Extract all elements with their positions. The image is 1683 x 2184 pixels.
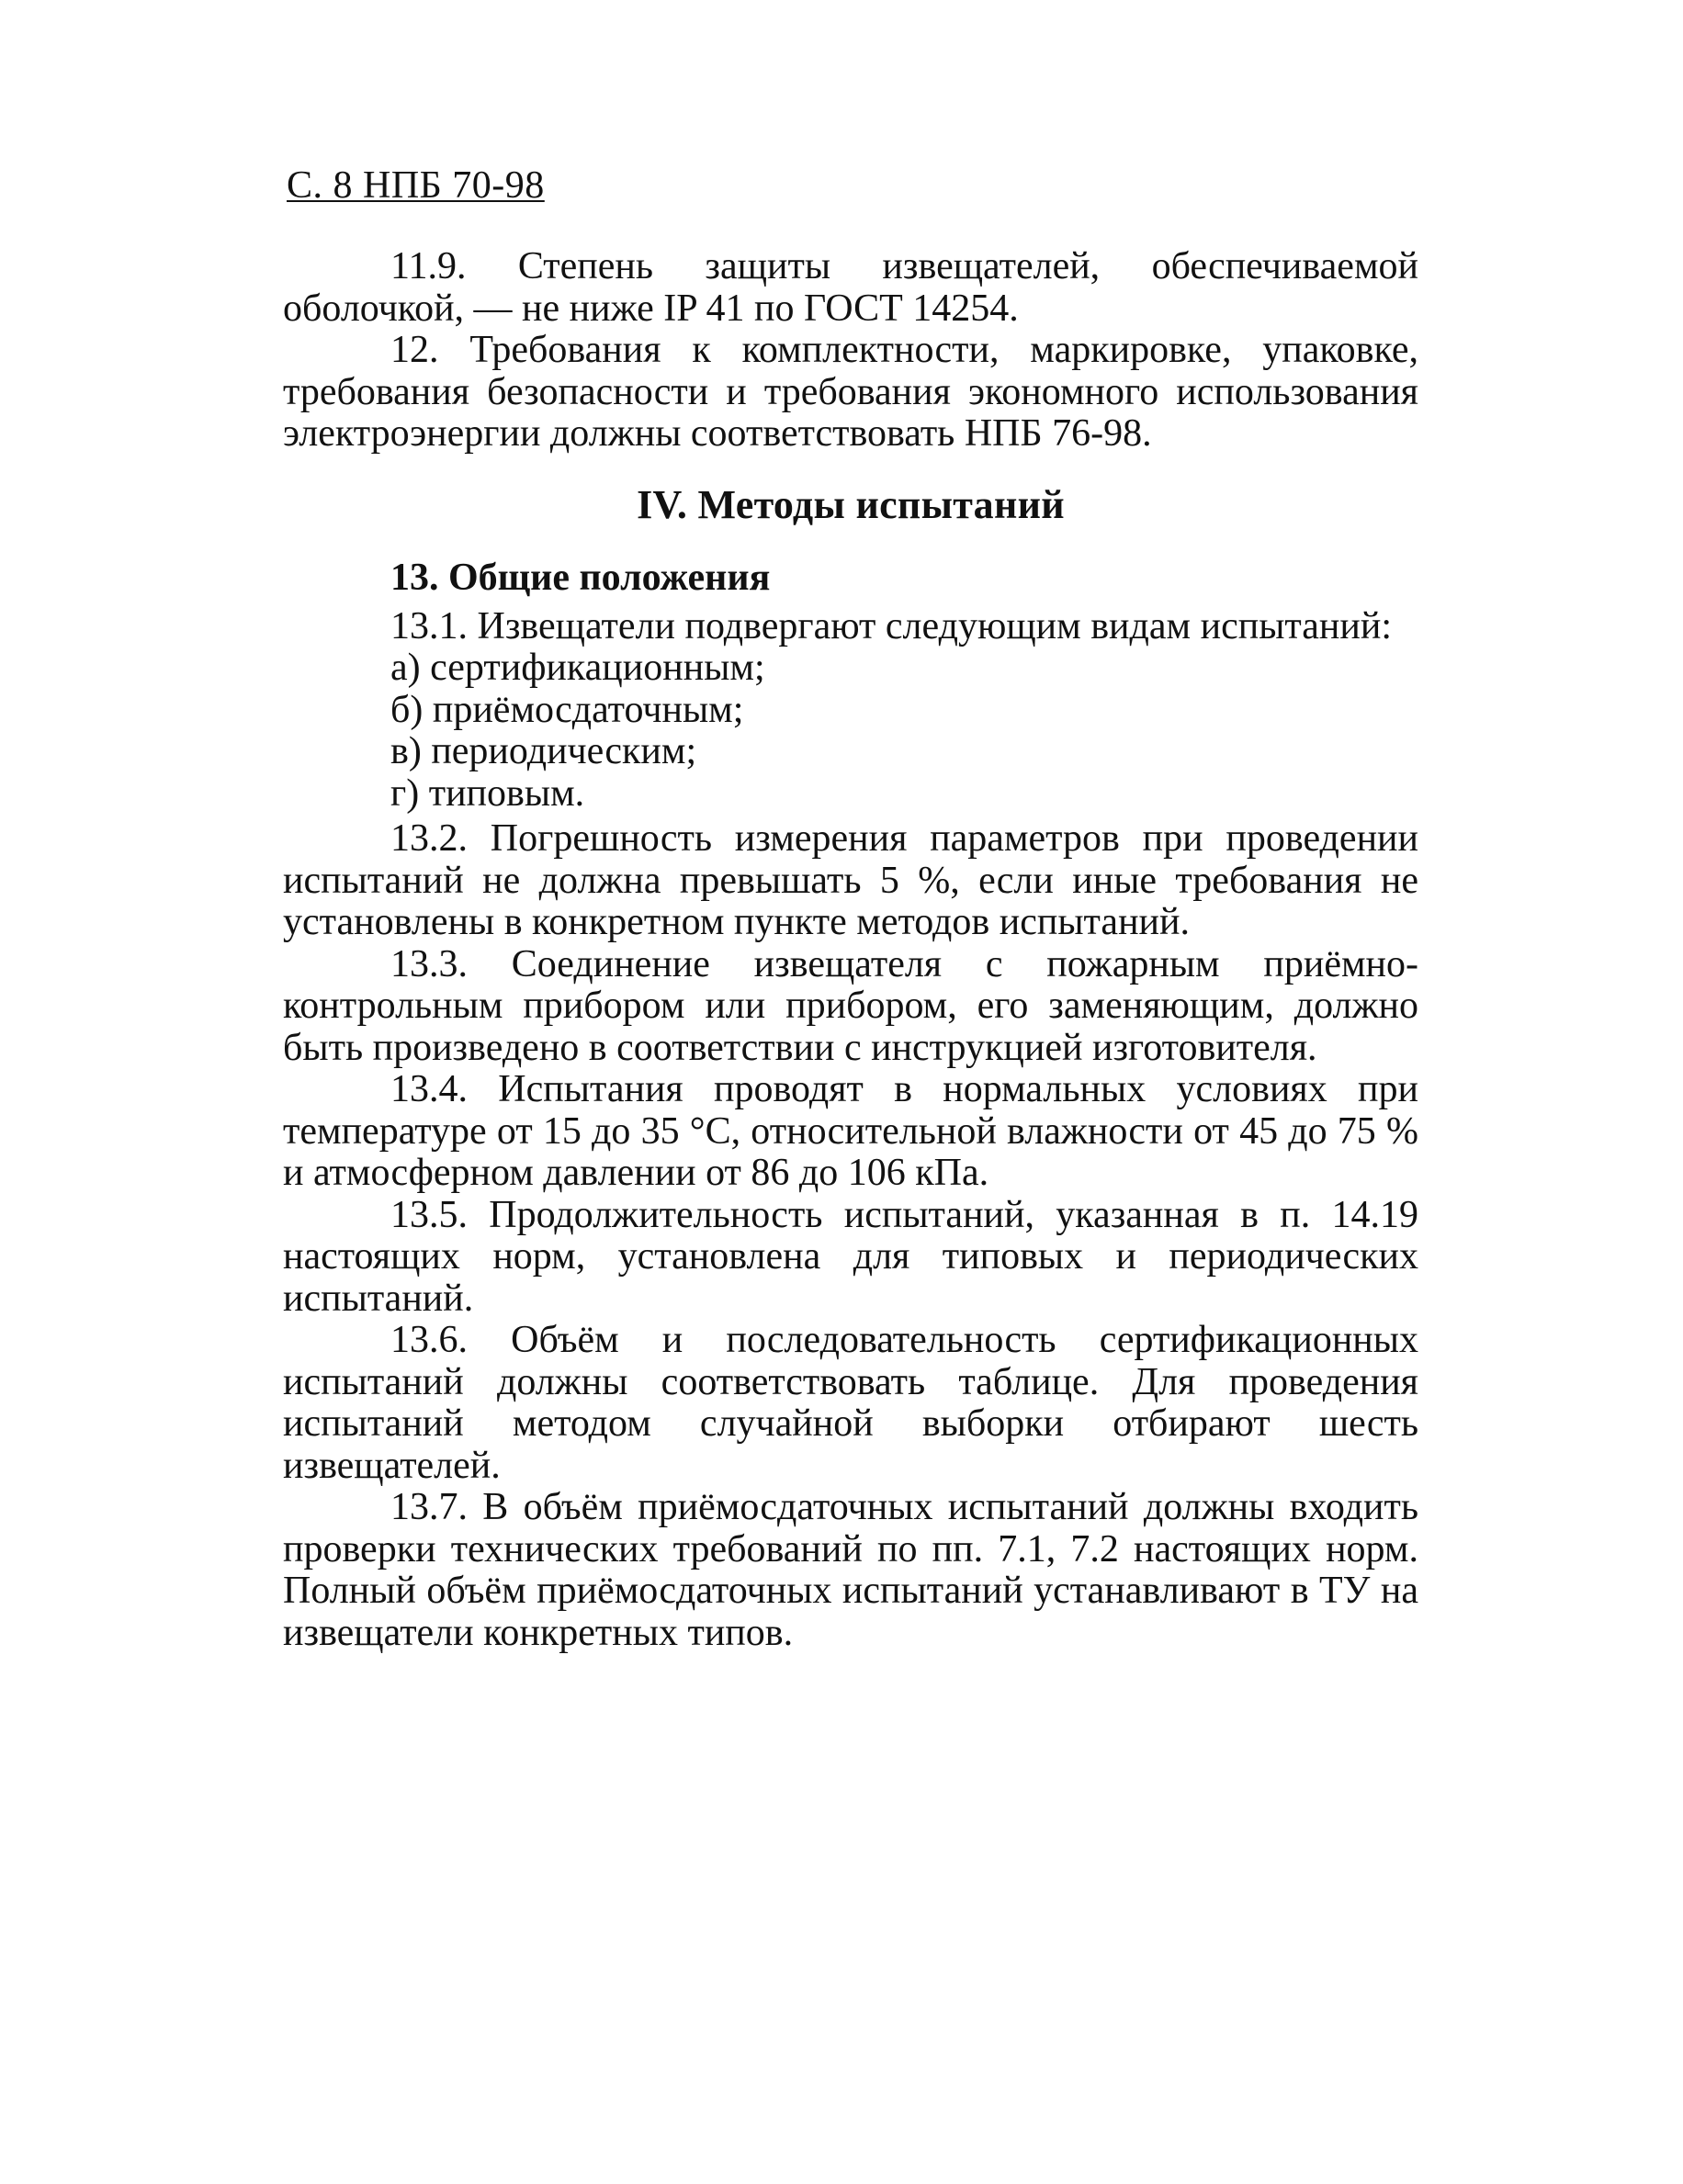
list-item: б) приёмосдаточным; <box>390 688 744 731</box>
list-item: г) типовым. <box>390 771 585 815</box>
paragraph-13-3: 13.3. Соединение извещателя с пожарным приёмно-контрольным прибором или прибором, его заменяющим, должно быть произведено в соответствии с инструкцией изготовителя. <box>283 942 1418 1069</box>
paragraph-13-7: 13.7. В объём приёмосдаточных испытаний должны входить проверки технических требований по пп. 7.1, 7.2 настоящих норм. Полный объём приёмосдаточных испытаний устанавливают в ТУ на извещатели конкретных типов. <box>283 1486 1418 1654</box>
paragraph-13-2: 13.2. Погрешность измерения параметров при проведении испытаний не должна превышать 5 %, если иные требования не установлены в конкретном пункте методов испытаний. <box>283 817 1418 943</box>
paragraph-13-1: 13.1. Извещатели подвергают следующим видам испытаний: <box>390 604 1393 647</box>
paragraph-12: 12. Требования к комплектности, маркировке, упаковке, требования безопасности и требования экономного использования электроэнергии должны соответствовать НПБ 76-98. <box>283 329 1418 455</box>
paragraph-13-5: 13.5. Продолжительность испытаний, указанная в п. 14.19 настоящих норм, установлена для типовых и периодических испытаний. <box>283 1193 1418 1320</box>
paragraph-11-9: 11.9. Степень защиты извещателей, обеспечиваемой оболочкой, — не ниже IP 41 по ГОСТ 14254. <box>283 245 1418 330</box>
list-item: а) сертификационным; <box>390 647 765 689</box>
subsection-title: 13. Общие положения <box>390 556 771 599</box>
document-body <box>283 246 1418 1654</box>
paragraph-13-4: 13.4. Испытания проводят в нормальных условиях при температуре от 15 до 35 °С, относительной влажности от 45 до 75 % и атмосферном давлении от 86 до 106 кПа. <box>283 1068 1418 1194</box>
section-title: IV. Методы испытаний <box>637 481 1065 527</box>
test-types-list <box>283 606 1418 816</box>
paragraph-13-6: 13.6. Объём и последовательность сертификационных испытаний должны соответствовать таблице. Для проведения испытаний методом случайной выборки отбирают шесть извещателей. <box>283 1319 1418 1487</box>
list-item: в) периодическим; <box>390 730 697 772</box>
page-header: С. 8 НПБ 70-98 <box>287 164 545 207</box>
